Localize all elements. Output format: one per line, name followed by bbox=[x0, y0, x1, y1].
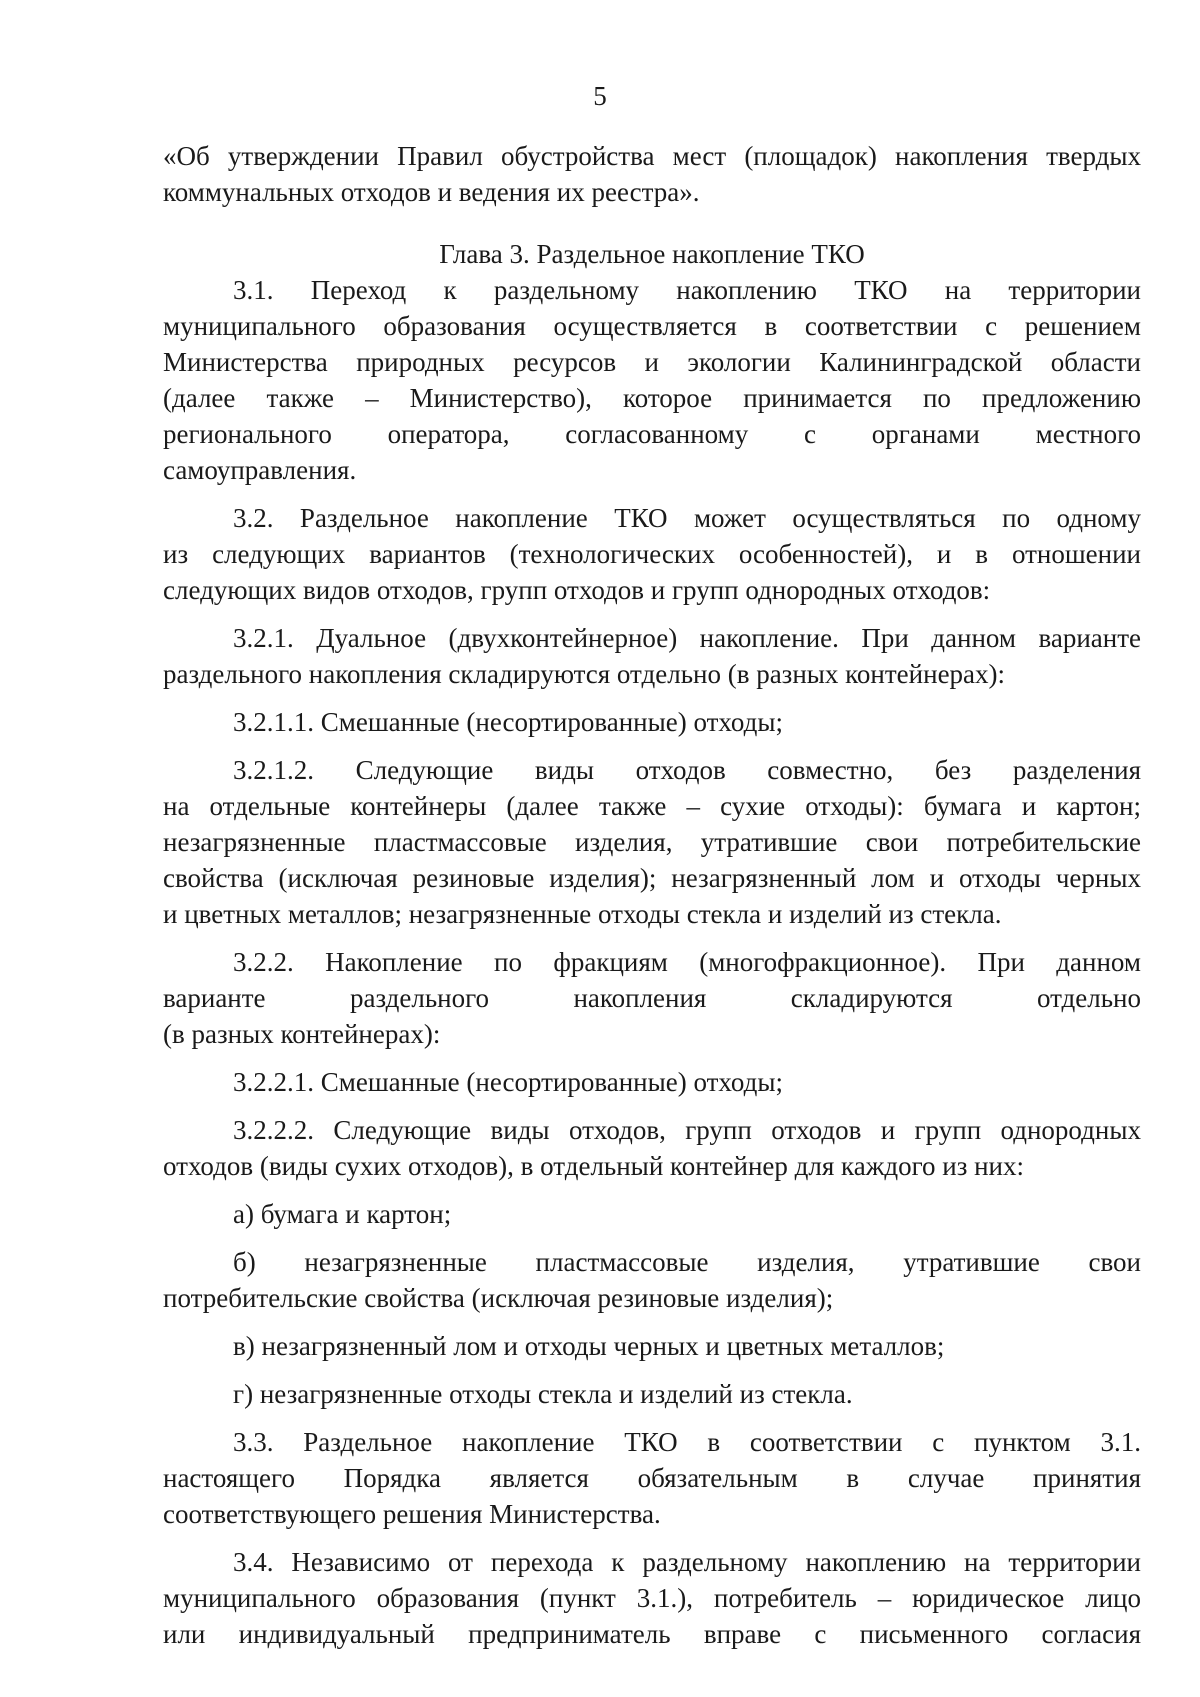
text-line: муниципального образования (пункт 3.1.), потребитель – юридическое лицо bbox=[163, 1583, 1141, 1613]
page-number: 5 bbox=[593, 81, 607, 111]
paragraph-3-1: 3.1. Переход к раздельному накоплению ТКО на территории bbox=[233, 275, 1141, 305]
list-item-b: б) незагрязненные пластмассовые изделия, утратившие свои bbox=[233, 1247, 1141, 1277]
paragraph-3-2-1-2: 3.2.1.2. Следующие виды отходов совместно, без разделения bbox=[233, 755, 1141, 785]
paragraph-3-2-2-1: 3.2.2.1. Смешанные (несортированные) отходы; bbox=[233, 1067, 784, 1097]
text-line: из следующих вариантов (технологических особенностей), и в отношении bbox=[163, 539, 1141, 569]
paragraph-3-2-2-2: 3.2.2.2. Следующие виды отходов, групп отходов и групп однородных bbox=[233, 1115, 1141, 1145]
text-line: коммунальных отходов и ведения их реестра». bbox=[163, 177, 700, 207]
paragraph-3-3: 3.3. Раздельное накопление ТКО в соответствии с пунктом 3.1. bbox=[233, 1427, 1141, 1457]
text-line: отходов (виды сухих отходов), в отдельный контейнер для каждого из них: bbox=[163, 1151, 1025, 1181]
text-line: незагрязненные пластмассовые изделия, утратившие свои потребительские bbox=[163, 827, 1141, 857]
text-line: муниципального образования осуществляется в соответствии с решением bbox=[163, 311, 1141, 341]
paragraph-3-2-2: 3.2.2. Накопление по фракциям (многофракционное). При данном bbox=[233, 947, 1141, 977]
text-line: соответствующего решения Министерства. bbox=[163, 1499, 661, 1529]
list-item-v: в) незагрязненный лом и отходы черных и цветных металлов; bbox=[233, 1331, 945, 1361]
text-line: следующих видов отходов, групп отходов и групп однородных отходов: bbox=[163, 575, 991, 605]
paragraph-3-2-1: 3.2.1. Дуальное (двухконтейнерное) накопление. При данном варианте bbox=[233, 623, 1141, 653]
text-line: на отдельные контейнеры (далее также – сухие отходы): бумага и картон; bbox=[163, 791, 1141, 821]
text-line: варианте раздельного накопления складируются отдельно bbox=[163, 983, 1141, 1013]
text-line: раздельного накопления складируются отдельно (в разных контейнерах): bbox=[163, 659, 1006, 689]
text-line: потребительские свойства (исключая резиновые изделия); bbox=[163, 1283, 834, 1313]
text-line: свойства (исключая резиновые изделия); незагрязненный лом и отходы черных bbox=[163, 863, 1141, 893]
text-line: (далее также – Министерство), которое принимается по предложению bbox=[163, 383, 1141, 413]
text-line: (в разных контейнерах): bbox=[163, 1019, 441, 1049]
text-line: «Об утверждении Правил обустройства мест (площадок) накопления твердых bbox=[163, 141, 1141, 171]
document-body bbox=[163, 138, 1141, 1652]
list-item-a: а) бумага и картон; bbox=[233, 1199, 452, 1229]
text-line: или индивидуальный предприниматель вправе с письменного согласия bbox=[163, 1619, 1141, 1649]
list-item-g: г) незагрязненные отходы стекла и изделий из стекла. bbox=[233, 1379, 853, 1409]
text-line: настоящего Порядка является обязательным в случае принятия bbox=[163, 1463, 1141, 1493]
paragraph-3-2: 3.2. Раздельное накопление ТКО может осуществляться по одному bbox=[233, 503, 1141, 533]
text-line: регионального оператора, согласованному с органами местного bbox=[163, 419, 1141, 449]
text-line: самоуправления. bbox=[163, 455, 357, 485]
text-line: и цветных металлов; незагрязненные отходы стекла и изделий из стекла. bbox=[163, 899, 1002, 929]
paragraph-3-2-1-1: 3.2.1.1. Смешанные (несортированные) отходы; bbox=[233, 707, 784, 737]
chapter-heading: Глава 3. Раздельное накопление ТКО bbox=[439, 239, 865, 269]
paragraph-3-4: 3.4. Независимо от перехода к раздельному накоплению на территории bbox=[233, 1547, 1141, 1577]
text-line: Министерства природных ресурсов и экологии Калининградской области bbox=[163, 347, 1141, 377]
